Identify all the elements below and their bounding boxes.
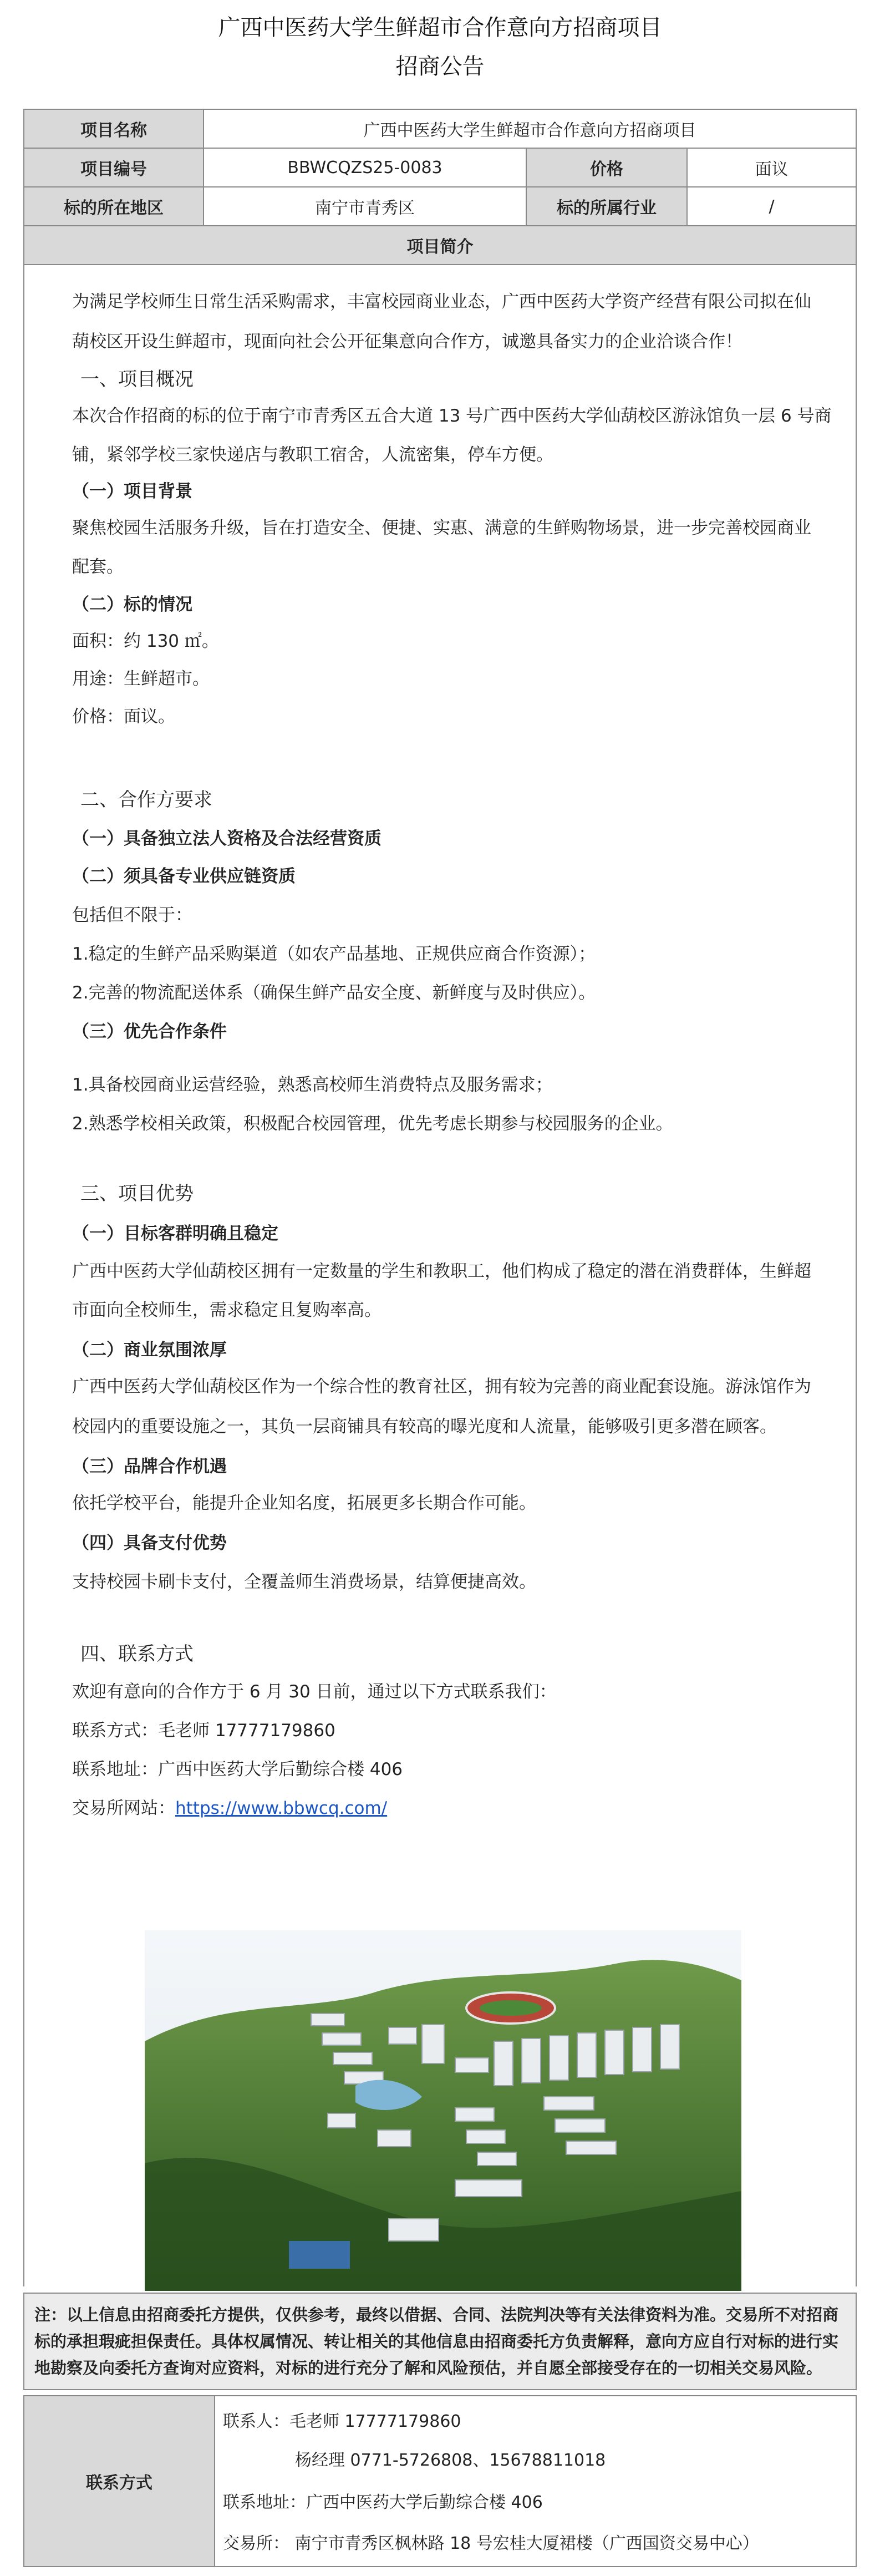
section2-3-title: （三）优先合作条件 (72, 1022, 227, 1042)
section3-4-line1: 支持校园卡刷卡支付，全覆盖师生消费场景，结算便捷高效。 (72, 1572, 536, 1592)
intro-p1-line1: 为满足学校师生日常生活采购需求，丰富校园商业业态，广西中医药大学资产经营有限公司拟在仙 (72, 292, 811, 312)
disclaimer-note (23, 2293, 857, 2390)
project-name-label: 项目名称 (24, 109, 204, 148)
section1-1-line2: 配套。 (72, 557, 124, 577)
page-subtitle: 招商公告 (395, 54, 485, 79)
section1-1-title: （一）项目背景 (72, 481, 192, 501)
section1-p-line1: 本次合作招商的标的位于南宁市青秀区五合大道 13 号广西中医药大学仙葫校区游泳馆负一层 6 号商 (72, 406, 832, 426)
section3-title: 三、项目优势 (80, 1183, 194, 1205)
section2-2-item1: 1.稳定的生鲜产品采购渠道（如农产品基地、正规供应商合作资源）； (72, 944, 596, 964)
section3-4-title: （四）具备支付优势 (72, 1533, 227, 1553)
location-value: 南宁市青秀区 (204, 187, 526, 226)
section4-line1: 欢迎有意向的合作方于 6 月 30 日前，通过以下方式联系我们： (72, 1682, 557, 1702)
project-code-label: 项目编号 (24, 148, 204, 187)
section2-3-item1: 1.具备校园商业运营经验，熟悉高校师生消费特点及服务需求； (72, 1075, 553, 1095)
disclaimer-line3: 地勘察及向委托方查询对应资料，对标的进行充分了解和风险预估，并自愿全部接受存在的一切相关交易风险。 (34, 2359, 823, 2377)
website-link[interactable]: https://www.bbwcq.com/ (175, 1798, 388, 1818)
project-name-value: 广西中医药大学生鲜超市合作意向方招商项目 (204, 109, 856, 148)
section3-3-title: （三）品牌合作机遇 (72, 1457, 227, 1477)
section3-3-line1: 依托学校平台，能提升企业知名度，拓展更多长期合作可能。 (72, 1493, 536, 1513)
contact-person-2: 杨经理 0771-5726808、15678811018 (295, 2451, 606, 2470)
price-text: 价格：面议。 (72, 707, 175, 727)
section4-address: 联系地址：广西中医药大学后勤综合楼 406 (72, 1759, 403, 1779)
section3-2-title: （二）商业氛围浓厚 (72, 1340, 227, 1360)
section2-1-title: （一）具备独立法人资格及合法经营资质 (72, 829, 381, 849)
contact-address: 联系地址：广西中医药大学后勤综合楼 406 (223, 2493, 543, 2512)
section3-1-title: （一）目标客群明确且稳定 (72, 1224, 278, 1244)
section2-2-title: （二）须具备专业供应链资质 (72, 866, 296, 886)
section3-1-line2: 市面向全校师生，需求稳定且复购率高。 (72, 1300, 381, 1320)
page-title: 广西中医药大学生鲜超市合作意向方招商项目 (218, 15, 662, 40)
price-value: 面议 (687, 148, 856, 187)
intro-header: 项目简介 (24, 226, 856, 265)
section4-website (72, 1797, 387, 1819)
intro-p1-line2: 葫校区开设生鲜超市，现面向社会公开征集意向合作方，诚邀具备实力的企业洽谈合作！ (72, 332, 742, 352)
section3-1-line1: 广西中医药大学仙葫校区拥有一定数量的学生和教职工，他们构成了稳定的潜在消费群体，生鲜超 (72, 1261, 811, 1281)
section2-2-item2: 2.完善的物流配送体系（确保生鲜产品安全度、新鲜度与及时供应）。 (72, 983, 596, 1003)
area-text: 面积：约 130 ㎡。 (72, 631, 219, 651)
contact-person-1: 联系人：毛老师 17777179860 (223, 2412, 461, 2431)
section1-p-line2: 铺，紧邻学校三家快递店与教职工宿舍，人流密集，停车方便。 (72, 445, 553, 465)
section3-2-line1: 广西中医药大学仙葫校区作为一个综合性的教育社区，拥有较为完善的商业配套设施。游泳馆作为 (72, 1377, 811, 1397)
section1-1-line1: 聚焦校园生活服务升级，旨在打造安全、便捷、实惠、满意的生鲜购物场景，进一步完善校园商业 (72, 518, 811, 538)
section2-title: 二、合作方要求 (80, 789, 212, 811)
contact-label: 联系方式 (24, 2396, 215, 2567)
section2-3-item2: 2.熟悉学校相关政策，积极配合校园管理，优先考虑长期参与校园服务的企业。 (72, 1114, 673, 1134)
price-label: 价格 (526, 148, 687, 187)
section1-title: 一、项目概况 (80, 368, 194, 391)
disclaimer-line2: 标的承担瑕疵担保责任。具体权属情况、转让相关的其他信息由招商委托方负责解释，意向方应自行对标的进行实 (34, 2332, 839, 2351)
industry-label: 标的所属行业 (526, 187, 687, 226)
project-code-value: BBWCQZS25-0083 (204, 148, 526, 187)
location-label: 标的所在地区 (24, 187, 204, 226)
section3-2-line2: 校园内的重要设施之一，其负一层商铺具有较高的曝光度和人流量，能够吸引更多潜在顾客。 (72, 1417, 777, 1437)
disclaimer-line1: 注：以上信息由招商委托方提供，仅供参考，最终以借据、合同、法院判决等有关法律资料为准。交易所不对招商 (34, 2305, 839, 2324)
contact-exchange: 交易所： 南宁市青秀区枫林路 18 号宏桂大厦裙楼（广西国资交易中心） (223, 2534, 759, 2553)
industry-value: / (687, 187, 856, 226)
section4-title: 四、联系方式 (80, 1643, 194, 1665)
section1-2-title: （二）标的情况 (72, 595, 192, 615)
campus-aerial-image (145, 1930, 741, 2291)
usage-text: 用途：生鲜超市。 (72, 669, 210, 689)
website-label: 交易所网站： (72, 1798, 175, 1818)
section2-2-intro: 包括但不限于： (72, 905, 192, 925)
section4-contact: 联系方式：毛老师 17777179860 (72, 1721, 335, 1741)
